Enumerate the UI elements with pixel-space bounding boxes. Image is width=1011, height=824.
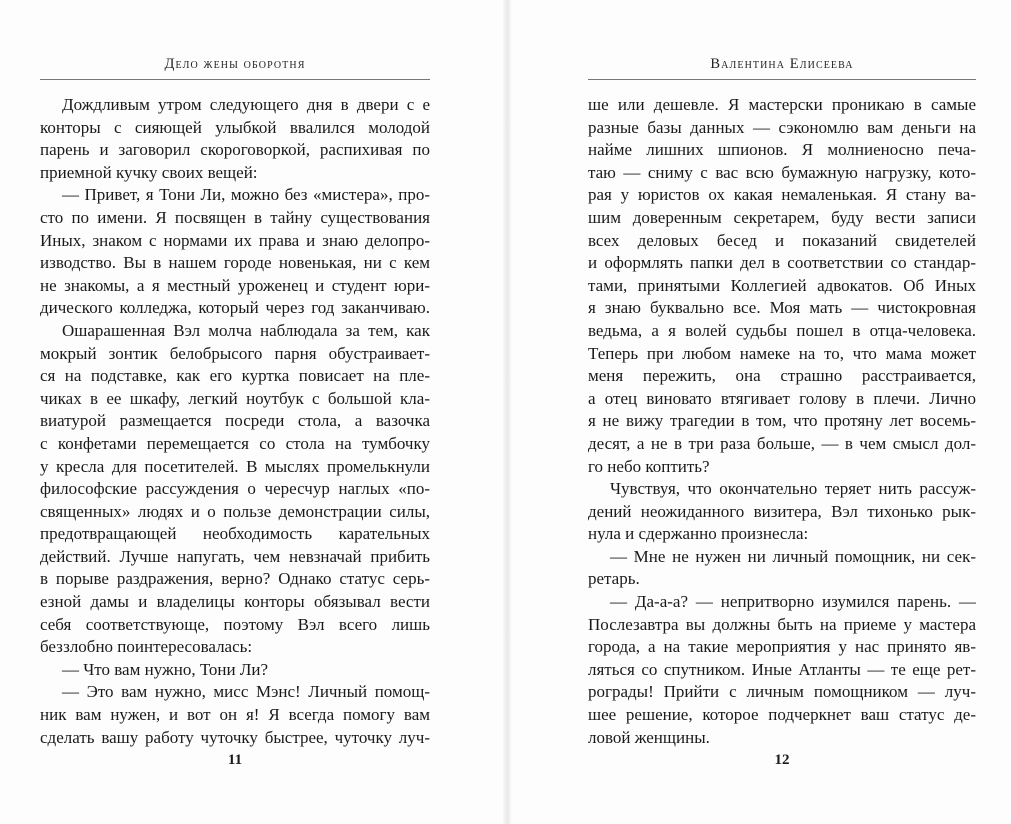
text-line: Чувствуя, что окончательно теряет нить рассуж-: [610, 479, 976, 499]
left-page: [40, 0, 430, 824]
text-line: действий. Лучше напугать, чем невзначай прибить: [40, 546, 430, 566]
text-line: я не вижу трагедии в том, что протяну лет восемь-: [588, 411, 976, 431]
text-line: — Да-а-а? — непритворно изумился парень. —: [610, 592, 976, 612]
text-line: тами, принятыми Коллегией адвокатов. Об Иных: [588, 275, 976, 295]
page-number-left: 11: [227, 752, 243, 768]
text-line: всех деловых бесед и показаний свидетелей: [588, 230, 976, 250]
text-line: предотвращающей необходимость карательных: [40, 524, 430, 544]
text-line: сделать вашу работу чуточку быстрее, чуточку луч-: [40, 727, 430, 747]
text-line: ловой женщины.: [588, 727, 710, 747]
text-line: священных» людях и о пользе демонстрации силы,: [40, 501, 430, 521]
text-line: разные базы данных — сэкономлю вам деньги на: [588, 117, 976, 137]
header-rule: [40, 79, 430, 80]
text-line: — Что вам нужно, Тони Ли?: [62, 659, 269, 679]
text-line: мокрый зонтик белобрысого парня обустраивает-: [40, 343, 430, 363]
page-number-right: 12: [774, 752, 790, 768]
text-line: го небо коптить?: [588, 456, 710, 476]
text-line: шее решение, которое подчеркнет ваш статус де-: [588, 705, 976, 725]
text-line: себя соответствующе, поэтому Вэл всего лишь: [40, 614, 430, 634]
text-line: Теперь при любом намеке на то, что мама может: [588, 343, 976, 363]
text-line: не знакомы, а я местный уроженец и студент юри-: [40, 275, 430, 295]
text-line: — Привет, я Тони Ли, можно без «мистера», про-: [62, 185, 430, 205]
text-line: в порыве раздражения, верно? Однако статус серь-: [40, 569, 430, 589]
text-line: ведьма, а я волей судьбы пошел в отца-человека.: [588, 320, 976, 340]
left-page-text: [40, 94, 430, 749]
text-line: изводство. Вы в нашем городе новенькая, ни с кем: [40, 253, 430, 273]
text-line: меня пережить, она страшно расстраивается,: [588, 366, 976, 386]
running-head-right: Валентина Елисеева: [710, 56, 854, 72]
text-line: ретарь.: [588, 569, 640, 589]
text-line: — Мне не нужен ни личный помощник, ни сек-: [610, 546, 976, 566]
text-line: Ошарашенная Вэл молча наблюдала за тем, как: [62, 320, 430, 340]
text-line: дений неожиданного визитера, Вэл тихонько рык-: [588, 501, 976, 521]
text-line: и оформлять папки дел в соответствии со стандар-: [588, 253, 976, 273]
right-page: [588, 0, 976, 824]
text-line: а отец виновато втягивает голову в плечи. Лично: [588, 388, 976, 408]
text-line: парень и заговорил скороговоркой, распихивая по: [40, 140, 430, 160]
text-line: рограды! Прийти с личным помощником — луч-: [588, 682, 976, 702]
text-line: Послезавтра вы должны быть на приеме у мастера: [588, 614, 976, 634]
text-line: найме лишних шпионов. Я молниеносно печа-: [588, 140, 976, 160]
text-line: у кресла для посетителей. В мыслях промелькнули: [40, 456, 430, 476]
text-line: города, а на такие мероприятия у нас принято яв-: [588, 637, 976, 657]
text-line: конторы с сияющей улыбкой ввалился молодой: [40, 117, 430, 137]
text-line: — Это вам нужно, мисс Мэнс! Личный помощ-: [62, 682, 430, 702]
text-line: десят, а не в три раза больше, — в чем смысл дол-: [588, 433, 976, 453]
text-line: ляться со спутником. Иные Атланты — те еще рет-: [588, 659, 976, 679]
text-line: таю — сниму с вас всю бумажную нагрузку, кото-: [588, 162, 976, 182]
text-line: я знаю буквально все. Моя мать — чистокровная: [588, 298, 976, 318]
running-head-left: Дело жены оборотня: [164, 56, 306, 72]
text-line: ник вам нужен, и вот он я! Я всегда помогу вам: [40, 705, 430, 725]
text-line: Иных, знаком с нормами их права и знаю делопро-: [40, 230, 430, 250]
text-line: рая у юристов ох какая немаленькая. Я стану ва-: [588, 185, 976, 205]
text-line: философские рассуждения о чересчур наглых «по-: [40, 479, 430, 499]
right-page-text: [588, 94, 976, 749]
text-line: Дождливым утром следующего дня в двери с е: [62, 95, 430, 114]
text-line: нула и сдержанно произнесла:: [588, 524, 809, 544]
text-line: с конфетами перемещается со стола на тумбочку: [40, 433, 430, 453]
book-gutter: [503, 0, 511, 824]
text-line: беззлобно поинтересовалась:: [40, 637, 253, 657]
text-line: сто по имени. Я посвящен в тайну существования: [40, 207, 430, 227]
text-line: ся на подставке, как его куртка повисает на пле-: [40, 366, 430, 386]
text-line: дического колледжа, который через год заканчиваю.: [40, 298, 430, 318]
header-rule: [588, 79, 976, 80]
text-line: приемной кучку своих вещей:: [40, 162, 258, 182]
text-line: чиках в ее шкафу, легкий ноутбук с большой кла-: [40, 388, 430, 408]
text-line: ше или дешевле. Я мастерски проникаю в самые: [588, 95, 976, 114]
text-line: езной дамы и владелицы конторы обязывал вести: [40, 592, 430, 612]
text-line: виатурой размещается посреди стола, а вазочка: [40, 411, 430, 431]
text-line: шим доверенным секретарем, буду вести записи: [588, 207, 976, 227]
